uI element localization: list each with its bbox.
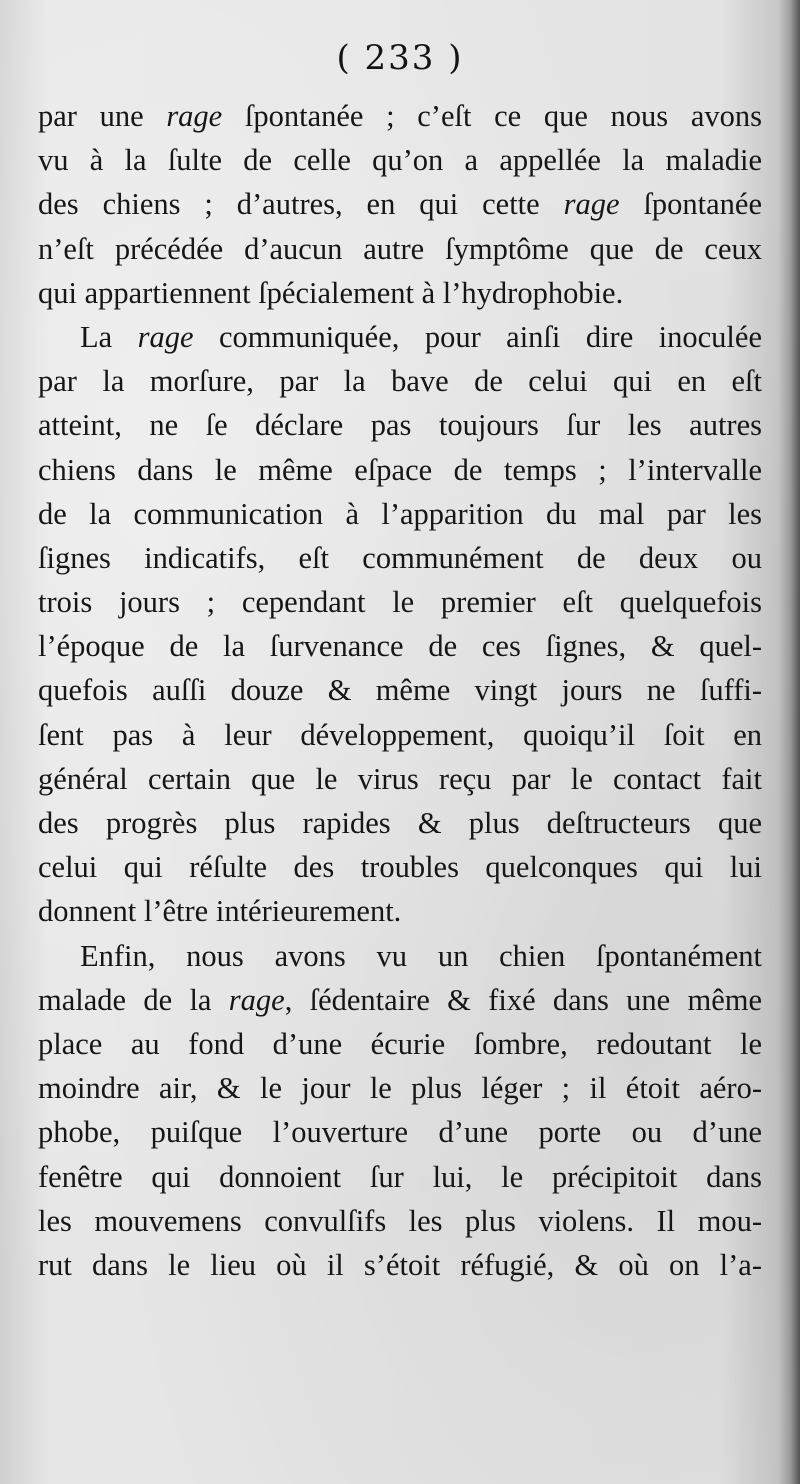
text-line (38, 713, 762, 757)
text-segment: place au fond d’une écurie ſombre, redoutant le (38, 1026, 762, 1061)
text-segment: Enfin, nous avons vu un chien ſpontanément (80, 938, 762, 973)
text-line (38, 1243, 762, 1287)
text-segment: phobe, puiſque l’ouverture d’une porte ou d’une (38, 1115, 762, 1150)
text-line (38, 492, 762, 536)
text-segment: , ſédentaire & fixé dans une même (284, 982, 762, 1017)
paragraph (38, 94, 762, 315)
text-line (38, 536, 762, 580)
page-edge-shadow (778, 0, 800, 1484)
text-line (38, 580, 762, 624)
text-segment: ſignes indicatifs, eſt communément de deux ou (38, 540, 762, 575)
text-segment: par une (38, 99, 167, 133)
text-segment: de la communication à l’apparition du mal par les (38, 496, 762, 531)
text-line (38, 271, 762, 315)
text-line (38, 94, 762, 138)
text-segment: celui qui réſulte des troubles quelconques qui lui (38, 850, 762, 885)
text-segment: ſpontanée ; c’eſt ce que nous avons (222, 99, 762, 133)
text-segment: donnent l’être intérieurement. (38, 894, 402, 929)
text-line (38, 624, 762, 668)
text-line (38, 1155, 762, 1199)
text-line (38, 978, 762, 1022)
text-line (38, 359, 762, 403)
text-line (38, 1110, 762, 1154)
text-segment: communiquée, pour ainſi dire inoculée (193, 319, 762, 354)
text-line (38, 889, 762, 933)
text-line (38, 757, 762, 801)
text-segment: général certain que le virus reçu par le contact fait (38, 761, 762, 796)
text-line (38, 845, 762, 889)
text-line (38, 668, 762, 712)
text-line (38, 182, 762, 226)
text-segment: ſpontanée (619, 187, 763, 222)
text-line (38, 138, 762, 182)
text-segment: par la morſure, par la bave de celui qui en eſt (38, 364, 762, 399)
text-line (38, 1022, 762, 1066)
text-line (38, 1066, 762, 1110)
text-segment: qui appartiennent ſpécialement à l’hydrophobie. (38, 275, 624, 310)
text-line (38, 801, 762, 845)
italic-word: rage (228, 982, 285, 1017)
text-segment: l’époque de la ſurvenance de ces ſignes, & quel- (38, 629, 762, 664)
text-segment: trois jours ; cependant le premier eſt quelquefois (38, 585, 762, 620)
text-line (38, 227, 762, 271)
text-line (38, 1199, 762, 1243)
text-line (38, 315, 762, 359)
text-segment: ſent pas à leur développement, quoiqu’il ſoit en (38, 717, 762, 752)
text-segment: malade de la (38, 982, 229, 1017)
text-segment: rut dans le lieu où il s’étoit réfugié, & où on l’a- (38, 1247, 762, 1282)
text-segment: chiens dans le même eſpace de temps ; l’intervalle (38, 452, 762, 487)
italic-word: rage (137, 319, 194, 354)
italic-word: rage (166, 99, 223, 133)
text-segment: vu à la ſulte de celle qu’on a appellée la maladie (38, 143, 762, 178)
text-line (38, 403, 762, 447)
text-segment: La (80, 319, 138, 354)
text-line (38, 934, 762, 978)
page-number: ( 233 ) (336, 38, 464, 78)
text-segment: des chiens ; d’autres, en qui cette (38, 187, 564, 222)
text-segment: moindre air, & le jour le plus léger ; il étoit aéro- (38, 1071, 762, 1106)
paragraph (38, 315, 762, 934)
text-segment: des progrès plus rapides & plus deſtructeurs que (38, 806, 762, 840)
text-line (38, 448, 762, 492)
text-segment: n’eſt précédée d’aucun autre ſymptôme que de ceux (38, 231, 762, 266)
text-segment: les mouvemens convulſifs les plus violens. Il mou- (38, 1203, 762, 1238)
text-segment: atteint, ne ſe déclare pas toujours ſur les autres (38, 408, 762, 443)
paragraph (38, 934, 762, 1288)
text-segment: fenêtre qui donnoient ſur lui, le précipitoit dans (38, 1159, 762, 1194)
body-text (38, 94, 762, 1287)
italic-word: rage (563, 187, 620, 222)
text-segment: quefois auſſi douze & même vingt jours ne ſuffi- (38, 673, 762, 708)
